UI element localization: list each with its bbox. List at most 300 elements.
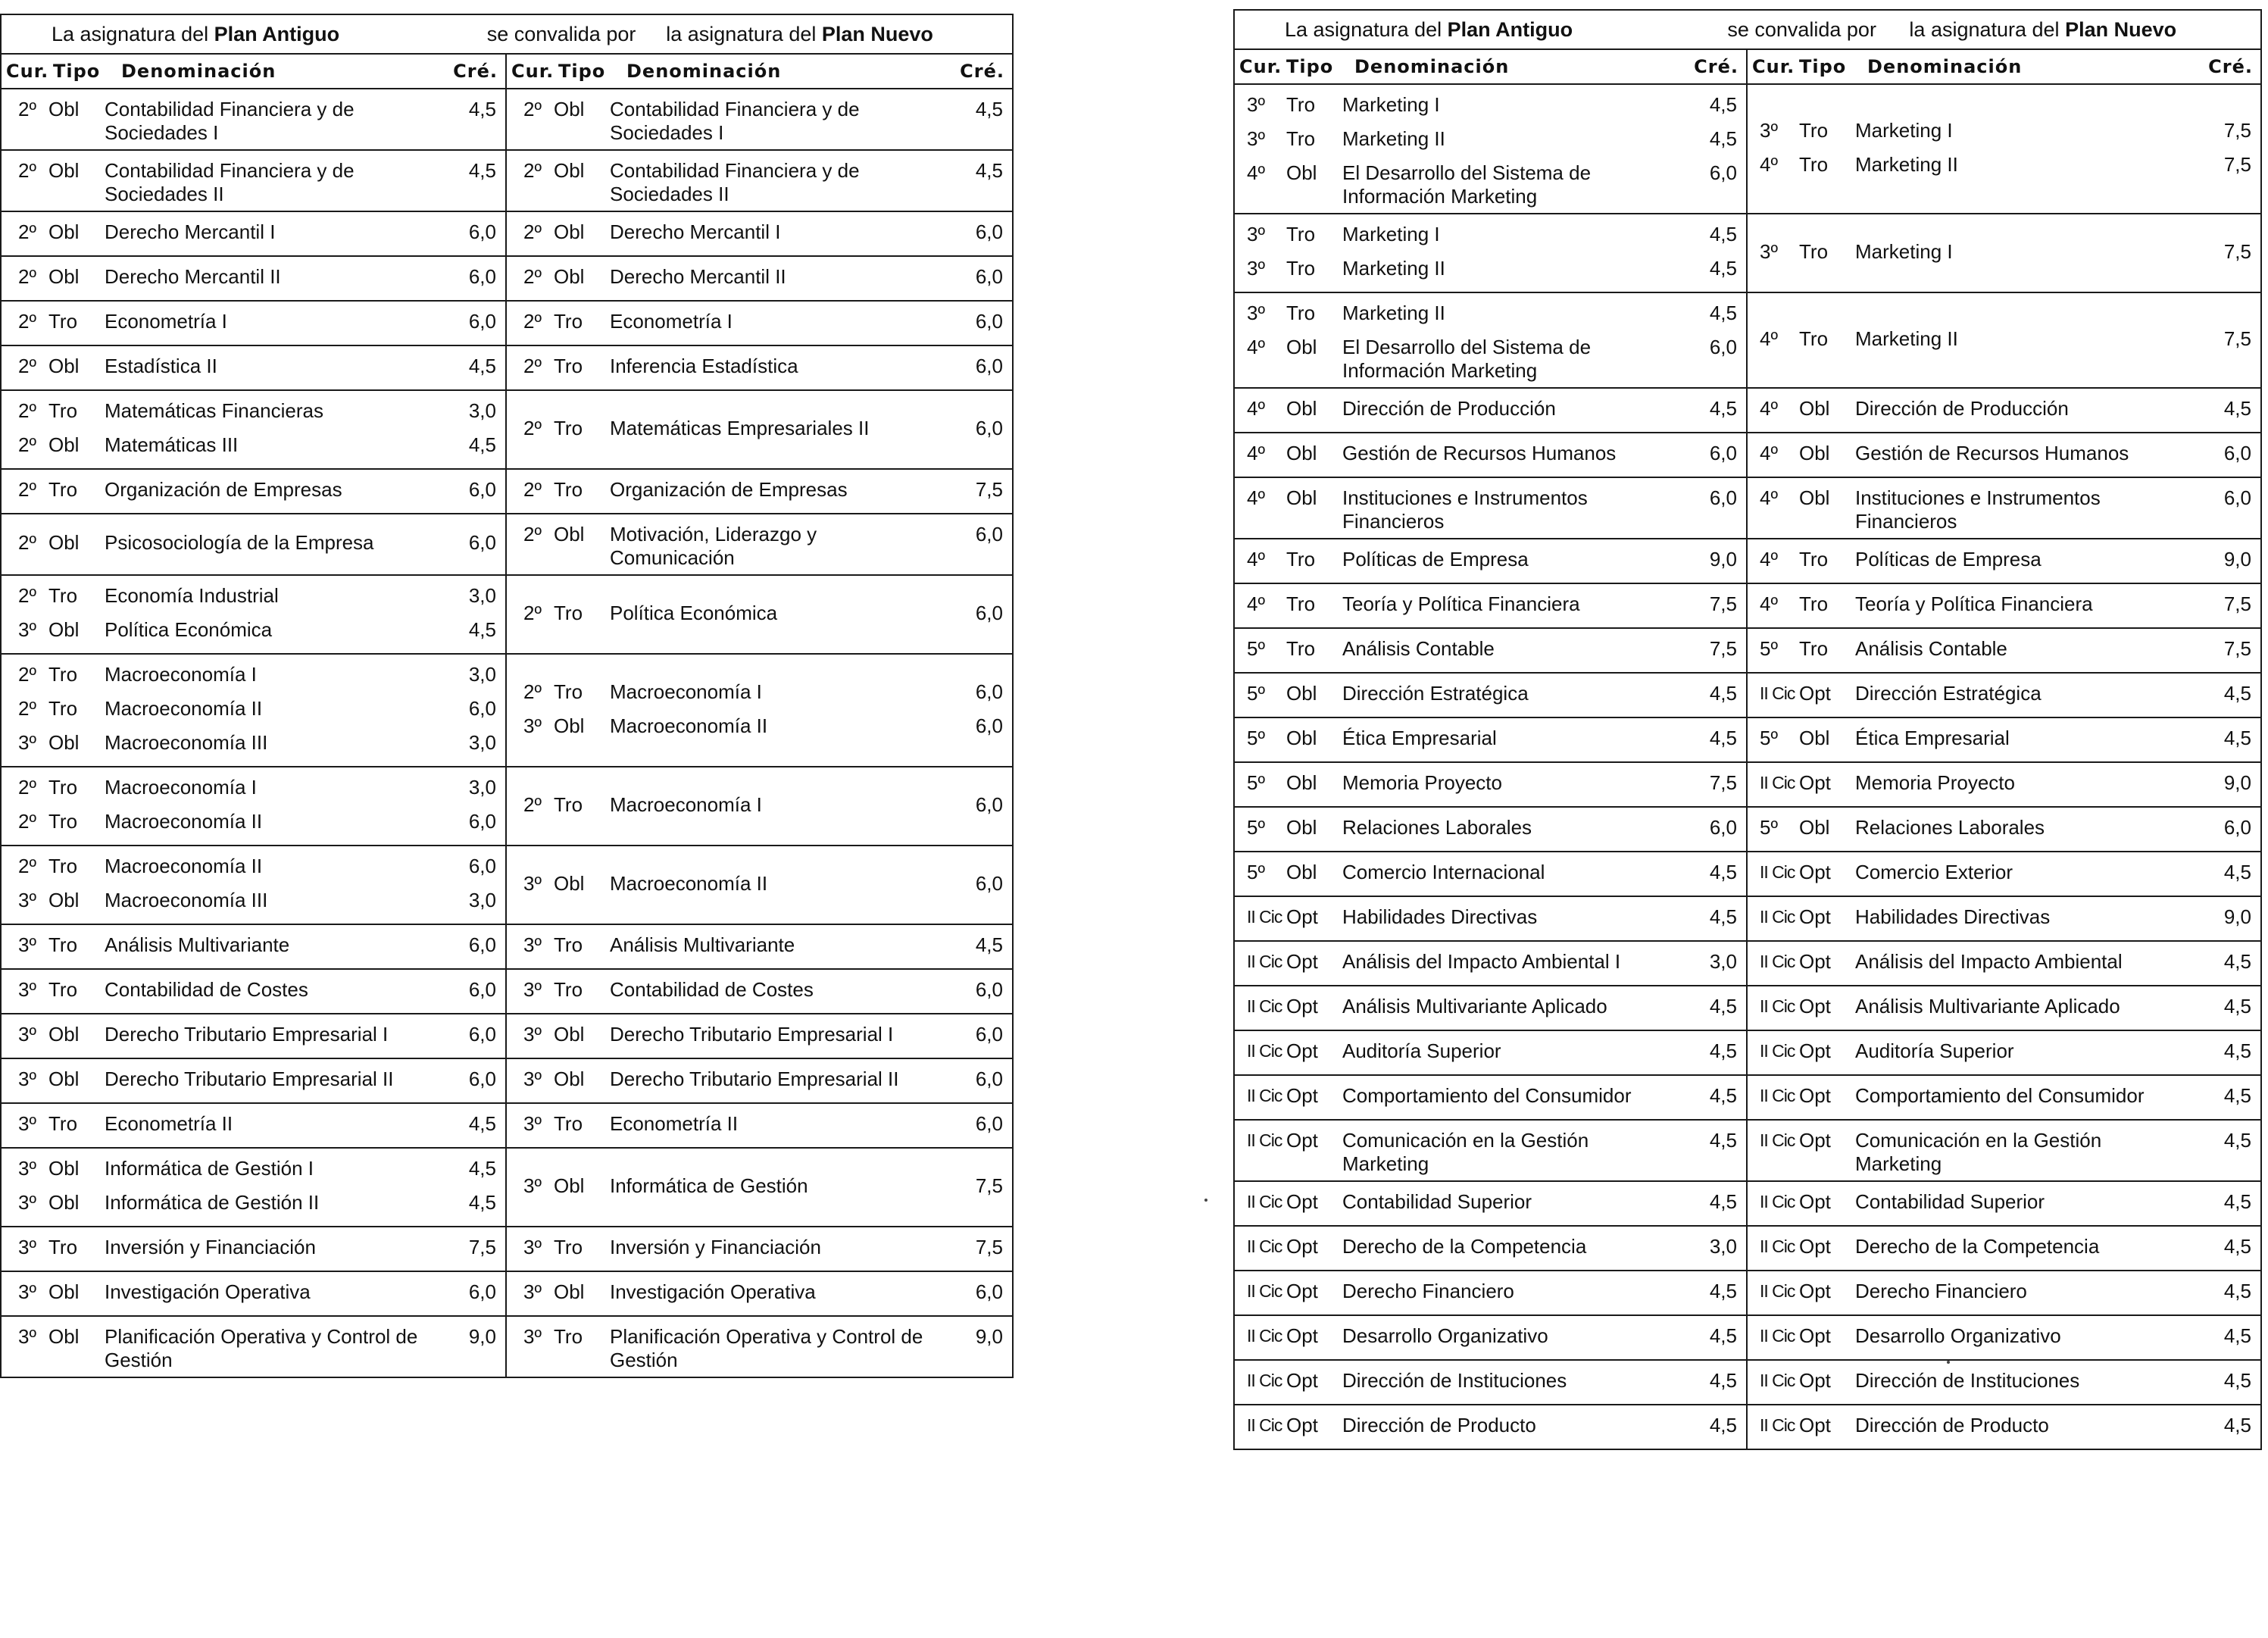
- credits-cell: 4,5: [1709, 995, 1737, 1017]
- type-cell: Tro: [48, 978, 78, 1001]
- course-cell: 4º: [1760, 486, 1778, 509]
- subject-line: [1748, 1080, 2260, 1114]
- table-row: [2, 470, 1012, 514]
- credits-cell: 6,0: [975, 310, 1003, 333]
- subject-name: Dirección Estratégica: [1342, 682, 1529, 705]
- old-plan-heading: La asignatura del Plan Antiguo: [52, 22, 340, 45]
- credits-cell: 6,0: [468, 933, 496, 956]
- type-cell: Obl: [48, 1157, 80, 1180]
- subject-name: Gestión de Recursos Humanos: [1342, 442, 1617, 464]
- table-row: [1235, 674, 2260, 718]
- subject-line: [507, 155, 1012, 206]
- credits-cell: 7,5: [975, 478, 1003, 501]
- credits-cell: 6,0: [468, 810, 496, 833]
- subject-name: El Desarrollo del Sistema de Información Marketing: [1342, 161, 1592, 208]
- old-plan-subjects: [1235, 1316, 1748, 1359]
- subject-line: [1235, 767, 1746, 802]
- credits-cell: 7,5: [1709, 592, 1737, 615]
- old-plan-subjects: [1235, 986, 1748, 1030]
- credits-cell: 7,5: [2223, 118, 2251, 142]
- type-cell: Opt: [1799, 1039, 1831, 1062]
- type-cell: Tro: [554, 355, 583, 377]
- type-cell: Obl: [48, 159, 80, 182]
- type-cell: Opt: [1799, 950, 1831, 973]
- table-row: [1235, 942, 2260, 986]
- course-cell: II Cic: [1760, 907, 1795, 927]
- credits-cell: 3,0: [1709, 1235, 1737, 1258]
- credits-cell: 4,5: [1709, 1084, 1737, 1107]
- subject-line: [1748, 678, 2260, 712]
- credits-cell: 6,0: [975, 1068, 1003, 1090]
- new-plan-subjects: [507, 391, 1012, 468]
- convalidation-heading: se convalida por: [486, 22, 636, 45]
- col-creditos: Cré.: [960, 61, 1004, 82]
- type-cell: Tro: [48, 855, 78, 877]
- course-cell: II Cic: [1760, 1086, 1795, 1105]
- credits-cell: 3,0: [468, 776, 496, 799]
- credits-cell: 4,5: [1709, 861, 1737, 883]
- credits-cell: 4,5: [2223, 1129, 2251, 1152]
- subject-line: [1748, 1365, 2260, 1399]
- subject-line: [1748, 483, 2260, 533]
- subject-line: [1748, 1321, 2260, 1355]
- credits-cell: 9,0: [2223, 905, 2251, 928]
- old-plan-subjects: [1235, 852, 1748, 896]
- old-plan-subjects: [2, 212, 507, 255]
- table-row: [1235, 1076, 2260, 1121]
- type-cell: Tro: [48, 478, 78, 501]
- course-cell: 3º: [18, 618, 36, 641]
- subject-line: [1748, 1125, 2260, 1176]
- course-cell: 4º: [1247, 592, 1265, 615]
- course-cell: 2º: [18, 663, 36, 686]
- type-cell: Tro: [554, 416, 583, 439]
- course-cell: 3º: [523, 1325, 542, 1348]
- subject-name: Econometría II: [105, 1112, 233, 1135]
- type-cell: Opt: [1799, 1129, 1831, 1152]
- table-row: [1235, 763, 2260, 808]
- type-cell: Tro: [1286, 637, 1316, 660]
- table-row: [1235, 85, 2260, 214]
- new-plan-subjects: [507, 1272, 1012, 1315]
- new-plan-subjects: [507, 655, 1012, 766]
- type-cell: Obl: [1286, 861, 1317, 883]
- subject-line: [2, 614, 505, 649]
- subject-line: [2, 155, 505, 206]
- subject-name: Análisis Contable: [1855, 637, 2007, 660]
- new-plan-subjects: [1748, 1227, 2260, 1270]
- course-cell: 2º: [18, 220, 36, 243]
- subject-name: Auditoría Superior: [1855, 1039, 2014, 1062]
- subject-name: Memoria Proyecto: [1342, 771, 1502, 794]
- new-plan-subjects: [1748, 1405, 2260, 1449]
- new-plan-subjects: [1748, 1031, 2260, 1074]
- subject-name: Contabilidad Financiera y de Sociedades II: [610, 159, 860, 205]
- course-cell: 5º: [1247, 861, 1265, 883]
- table-body: [1235, 85, 2260, 1449]
- subject-line: [507, 1108, 1012, 1143]
- type-cell: Tro: [1286, 93, 1316, 116]
- table-row: [2, 1317, 1012, 1377]
- credits-cell: 6,0: [975, 523, 1003, 545]
- subject-line: [507, 94, 1012, 145]
- credits-cell: 6,0: [468, 697, 496, 720]
- subject-line: [2, 693, 505, 727]
- new-plan-subjects: [507, 1059, 1012, 1102]
- course-cell: 3º: [18, 933, 36, 956]
- credits-cell: 6,0: [975, 220, 1003, 243]
- subject-name: Econometría I: [105, 310, 227, 333]
- subject-line: [2, 395, 505, 430]
- type-cell: Obl: [554, 1023, 585, 1046]
- credits-cell: 4,5: [2223, 1084, 2251, 1107]
- table-row: [2, 1104, 1012, 1149]
- type-cell: Obl: [48, 1068, 80, 1090]
- type-cell: Opt: [1286, 1369, 1318, 1392]
- credits-cell: 6,0: [2223, 816, 2251, 839]
- new-plan-subjects: [1748, 808, 2260, 851]
- subject-name: Matemáticas III: [105, 433, 239, 456]
- type-cell: Opt: [1286, 1084, 1318, 1107]
- type-cell: Obl: [48, 433, 80, 456]
- subject-name: Macroeconomía II: [105, 855, 263, 877]
- type-cell: Tro: [1799, 152, 1829, 176]
- course-cell: II Cic: [1760, 1371, 1795, 1390]
- subject-line: [1235, 253, 1746, 287]
- subject-line: [2, 1019, 505, 1053]
- course-cell: II Cic: [1760, 1326, 1795, 1346]
- subject-name: Habilidades Directivas: [1855, 905, 2051, 928]
- course-cell: 3º: [1247, 302, 1265, 324]
- subject-line: [1235, 1276, 1746, 1310]
- course-cell: II Cic: [1760, 1281, 1795, 1301]
- type-cell: Opt: [1799, 905, 1831, 928]
- subject-line: [507, 261, 1012, 295]
- new-plan-subjects: [1748, 214, 2260, 292]
- old-plan-subjects: [1235, 478, 1748, 538]
- type-cell: Obl: [1799, 442, 1830, 464]
- old-plan-subjects: [2, 1317, 507, 1377]
- type-cell: Tro: [554, 1112, 583, 1135]
- subject-line: [1235, 678, 1746, 712]
- old-plan-subjects: [1235, 629, 1748, 672]
- subject-line: [2, 306, 505, 340]
- type-cell: Obl: [1286, 336, 1317, 358]
- credits-cell: 4,5: [468, 98, 496, 120]
- old-plan-subjects: [2, 970, 507, 1013]
- credits-cell: 4,5: [1709, 1414, 1737, 1436]
- type-cell: Obl: [554, 159, 585, 182]
- type-cell: Tro: [1286, 592, 1316, 615]
- course-cell: 3º: [1760, 118, 1778, 142]
- old-plan-subjects: [1235, 1076, 1748, 1119]
- subject-line: [2, 772, 505, 806]
- credits-cell: 9,0: [2223, 548, 2251, 570]
- convalidation-heading: se convalida por: [1727, 17, 1876, 41]
- subject-name: Inversión y Financiación: [610, 1236, 821, 1258]
- type-cell: Tro: [48, 933, 78, 956]
- course-cell: 3º: [523, 1236, 542, 1258]
- credits-cell: 6,0: [468, 1280, 496, 1303]
- new-plan-subjects: [1748, 942, 2260, 985]
- type-cell: Tro: [48, 1112, 78, 1135]
- credits-cell: 7,5: [2223, 592, 2251, 615]
- old-plan-subjects: [2, 576, 507, 653]
- type-cell: Obl: [1799, 397, 1830, 420]
- credits-cell: 7,5: [1709, 637, 1737, 660]
- course-cell: 3º: [523, 1280, 542, 1303]
- subject-name: Marketing II: [1855, 327, 1958, 350]
- course-cell: II Cic: [1247, 1281, 1282, 1301]
- credits-cell: 6,0: [468, 1023, 496, 1046]
- credits-cell: 6,0: [1709, 816, 1737, 839]
- credits-cell: 4,5: [975, 159, 1003, 182]
- new-plan-subjects: [507, 970, 1012, 1013]
- type-cell: Tro: [554, 601, 583, 624]
- type-cell: Tro: [1799, 118, 1829, 142]
- new-plan-subjects: [1748, 763, 2260, 806]
- col-creditos: Cré.: [1694, 56, 1738, 77]
- subject-line: [1235, 219, 1746, 253]
- credits-cell: 6,0: [468, 531, 496, 554]
- subject-line: [1235, 812, 1746, 846]
- subject-line: [2, 474, 505, 508]
- subject-name: Macroeconomía I: [105, 663, 257, 686]
- subject-name: Macroeconomía II: [610, 871, 768, 895]
- subject-name: Investigación Operativa: [610, 1280, 816, 1303]
- course-cell: 4º: [1247, 548, 1265, 570]
- subject-name: Ética Empresarial: [1855, 727, 2010, 749]
- course-cell: II Cic: [1760, 1192, 1795, 1211]
- subject-name: Marketing I: [1342, 93, 1440, 116]
- course-cell: 4º: [1247, 397, 1265, 420]
- subject-name: Relaciones Laborales: [1855, 816, 2045, 839]
- course-cell: 2º: [18, 776, 36, 799]
- type-cell: Opt: [1286, 1129, 1318, 1152]
- subject-name: Marketing I: [1342, 223, 1440, 245]
- type-cell: Obl: [48, 265, 80, 288]
- subject-line: [2, 974, 505, 1008]
- credits-cell: 6,0: [468, 265, 496, 288]
- subject-name: Comercio Internacional: [1342, 861, 1545, 883]
- credits-cell: 9,0: [468, 1325, 496, 1348]
- col-denominacion: Denominación: [1867, 56, 2023, 77]
- old-plan-subjects: [2, 1149, 507, 1226]
- subject-line: [1235, 158, 1746, 208]
- course-cell: II Cic: [1247, 1236, 1282, 1256]
- type-cell: Obl: [554, 1174, 585, 1197]
- table-row: [1235, 1121, 2260, 1182]
- subject-name: Instituciones e Instrumentos Financieros: [1342, 486, 1588, 533]
- type-cell: Opt: [1286, 1190, 1318, 1213]
- subject-name: Contabilidad de Costes: [610, 978, 814, 1001]
- course-cell: 3º: [1760, 239, 1778, 263]
- credits-cell: 4,5: [1709, 1324, 1737, 1347]
- table-row: [1235, 629, 2260, 674]
- subject-name: Estadística II: [105, 355, 217, 377]
- subject-line: [507, 1064, 1012, 1098]
- old-plan-subjects: [2, 767, 507, 845]
- subject-name: Derecho Tributario Empresarial I: [105, 1023, 389, 1046]
- subject-name: Derecho Mercantil I: [610, 220, 781, 243]
- col-creditos: Cré.: [2208, 56, 2253, 77]
- credits-cell: 6,0: [468, 855, 496, 877]
- course-cell: 5º: [1760, 727, 1778, 749]
- subject-name: Psicosociología de la Empresa: [105, 531, 374, 554]
- credits-cell: 7,5: [468, 1236, 496, 1258]
- subject-line: [2, 659, 505, 693]
- subject-line: [2, 94, 505, 145]
- subject-name: Política Económica: [610, 601, 778, 624]
- new-plan-subjects: [507, 257, 1012, 300]
- type-cell: Obl: [1286, 397, 1317, 420]
- credits-cell: 3,0: [468, 731, 496, 754]
- subject-name: Planificación Operativa y Control de Gestión: [610, 1325, 923, 1371]
- credits-cell: 4,5: [1709, 302, 1737, 324]
- subject-name: Gestión de Recursos Humanos: [1855, 442, 2129, 464]
- subject-name: Dirección de Instituciones: [1855, 1369, 2080, 1392]
- course-cell: II Cic: [1247, 907, 1282, 927]
- credits-cell: 4,5: [1709, 1039, 1737, 1062]
- type-cell: Tro: [48, 584, 78, 607]
- type-cell: Tro: [1286, 548, 1316, 570]
- type-cell: Obl: [1799, 486, 1830, 509]
- new-plan-subjects: [1748, 478, 2260, 538]
- subject-line: [1748, 236, 2260, 270]
- course-cell: II Cic: [1760, 996, 1795, 1016]
- course-cell: 3º: [18, 731, 36, 754]
- course-cell: 2º: [18, 584, 36, 607]
- subject-name: Políticas de Empresa: [1855, 548, 2042, 570]
- old-plan-subjects: [1235, 718, 1748, 761]
- subject-line: [507, 1171, 1012, 1205]
- subject-name: Marketing II: [1342, 127, 1445, 150]
- table-row: [2, 346, 1012, 391]
- course-cell: 2º: [523, 601, 542, 624]
- type-cell: Opt: [1286, 905, 1318, 928]
- course-cell: 2º: [18, 265, 36, 288]
- type-cell: Opt: [1286, 950, 1318, 973]
- subject-name: Análisis Multivariante: [610, 933, 795, 956]
- table-row: [1235, 1316, 2260, 1361]
- course-cell: 2º: [18, 478, 36, 501]
- table-row: [1235, 1227, 2260, 1271]
- subject-name: Relaciones Laborales: [1342, 816, 1532, 839]
- subject-name: Memoria Proyecto: [1855, 771, 2015, 794]
- old-plan-subjects: [1235, 433, 1748, 477]
- credits-cell: 4,5: [1709, 1280, 1737, 1302]
- old-plan-subjects: [1235, 1182, 1748, 1225]
- subject-name: Desarrollo Organizativo: [1855, 1324, 2061, 1347]
- subject-name: Inferencia Estadística: [610, 355, 798, 377]
- type-cell: Tro: [48, 776, 78, 799]
- type-cell: Tro: [1799, 239, 1829, 263]
- subject-line: [1748, 902, 2260, 936]
- credits-cell: 3,0: [468, 399, 496, 422]
- course-cell: 3º: [18, 889, 36, 911]
- type-cell: Tro: [1799, 637, 1829, 660]
- col-cur: Cur.: [1239, 56, 1282, 77]
- type-cell: Obl: [1286, 727, 1317, 749]
- course-cell: 5º: [1247, 816, 1265, 839]
- type-cell: Tro: [48, 310, 78, 333]
- subject-line: [1748, 1186, 2260, 1221]
- credits-cell: 6,0: [975, 355, 1003, 377]
- new-plan-subjects: [507, 302, 1012, 345]
- col-tipo: Tipo: [1286, 56, 1334, 77]
- subject-name: Contabilidad Financiera y de Sociedades II: [105, 159, 355, 205]
- credits-cell: 4,5: [2223, 950, 2251, 973]
- subject-line: [2, 930, 505, 964]
- subject-name: Planificación Operativa y Control de Gestión: [105, 1325, 418, 1371]
- subject-name: Dirección de Producción: [1342, 397, 1556, 420]
- course-cell: 4º: [1760, 548, 1778, 570]
- subject-name: Macroeconomía III: [105, 731, 268, 754]
- course-cell: 3º: [18, 978, 36, 1001]
- subject-line: [1235, 723, 1746, 757]
- credits-cell: 6,0: [1709, 442, 1737, 464]
- type-cell: Opt: [1799, 1414, 1831, 1436]
- subject-line: [507, 598, 1012, 632]
- credits-cell: 3,0: [1709, 950, 1737, 973]
- course-cell: 5º: [1247, 637, 1265, 660]
- type-cell: Obl: [48, 1325, 80, 1348]
- credits-cell: 4,5: [2223, 727, 2251, 749]
- course-cell: 5º: [1247, 771, 1265, 794]
- course-cell: 2º: [523, 98, 542, 120]
- subject-name: Derecho Tributario Empresarial II: [105, 1068, 394, 1090]
- table-row: [2, 151, 1012, 212]
- subject-line: [1235, 393, 1746, 427]
- course-cell: II Cic: [1247, 1041, 1282, 1061]
- new-plan-subjects: [1748, 986, 2260, 1030]
- old-plan-subjects: [1235, 1031, 1748, 1074]
- course-cell: 3º: [18, 1325, 36, 1348]
- new-plan-subjects: [1748, 1316, 2260, 1359]
- old-plan-subjects: [2, 1014, 507, 1058]
- table-row: [1235, 433, 2260, 478]
- subject-line: [2, 1232, 505, 1266]
- new-plan-subjects: [507, 846, 1012, 924]
- course-cell: 2º: [523, 478, 542, 501]
- credits-cell: 4,5: [468, 159, 496, 182]
- credits-cell: 3,0: [468, 584, 496, 607]
- old-plan-subjects: [1235, 85, 1748, 213]
- type-cell: Opt: [1286, 1280, 1318, 1302]
- old-plan-subjects: [1235, 1227, 1748, 1270]
- new-plan-heading: la asignatura del Plan Nuevo: [1909, 17, 2177, 41]
- type-cell: Obl: [554, 1068, 585, 1090]
- course-cell: 3º: [18, 1023, 36, 1046]
- credits-cell: 6,0: [468, 1068, 496, 1090]
- subject-line: [1235, 1321, 1746, 1355]
- subject-name: Marketing II: [1855, 152, 1958, 176]
- subject-name: Marketing II: [1342, 257, 1445, 280]
- course-cell: 2º: [18, 310, 36, 333]
- subject-line: [507, 1321, 1012, 1372]
- new-plan-subjects: [1748, 293, 2260, 387]
- credits-cell: 3,0: [468, 663, 496, 686]
- credits-cell: 6,0: [975, 714, 1003, 737]
- subject-line: [2, 527, 505, 561]
- subject-name: Dirección de Instituciones: [1342, 1369, 1567, 1392]
- credits-cell: 6,0: [975, 1280, 1003, 1303]
- course-cell: 4º: [1247, 161, 1265, 184]
- subject-name: Contabilidad Financiera y de Sociedades I: [105, 98, 355, 144]
- course-cell: 3º: [523, 871, 542, 895]
- course-cell: 4º: [1760, 152, 1778, 176]
- type-cell: Obl: [48, 1280, 80, 1303]
